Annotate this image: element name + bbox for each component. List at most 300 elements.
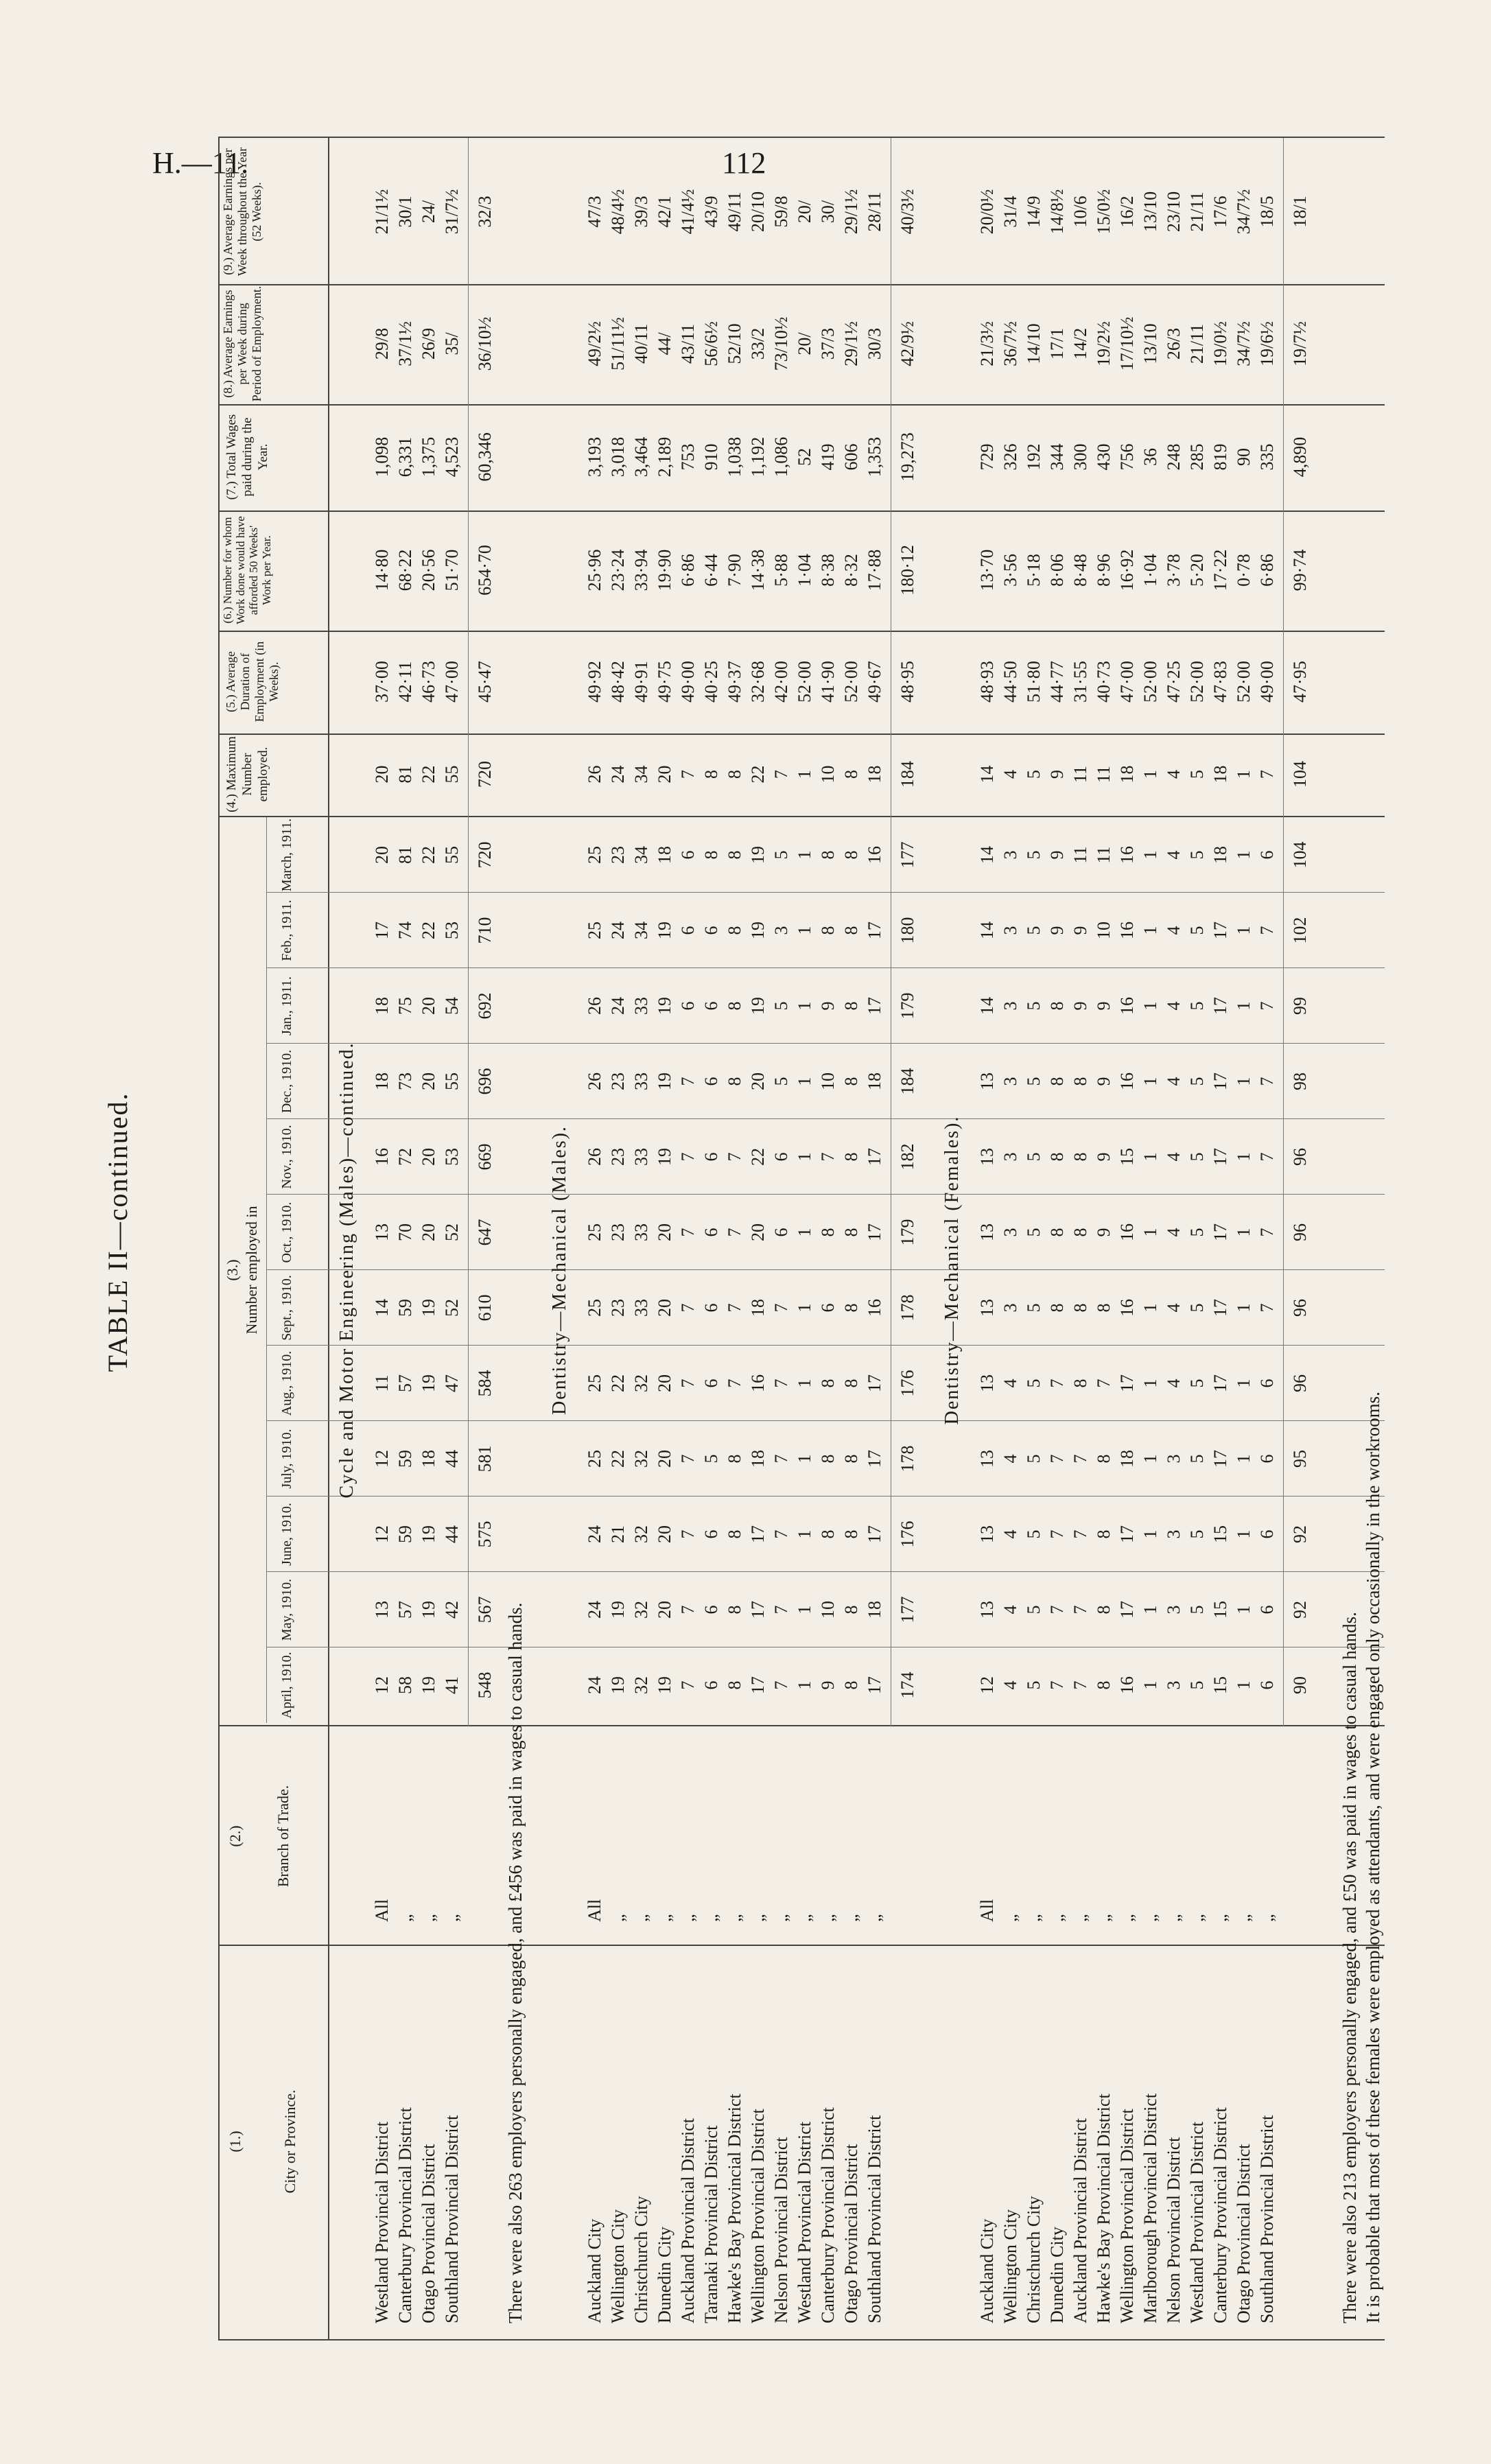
month-value: 8 <box>1094 1454 1114 1464</box>
month-value: 7 <box>1047 1680 1067 1690</box>
month-value: 20 <box>419 1148 438 1166</box>
month-value: 8 <box>818 850 838 860</box>
avgp-value: 33/2 <box>748 327 768 360</box>
month-value: 1 <box>1140 1454 1160 1464</box>
month-value: 4 <box>1164 850 1184 860</box>
avgp-value: 30/3 <box>865 327 884 360</box>
total-max-value: 104 <box>1290 761 1310 788</box>
total-month-value: 669 <box>475 1143 495 1171</box>
total-month-value: 710 <box>475 917 495 944</box>
month-value: 5 <box>701 1454 721 1464</box>
max-value: 4 <box>1164 770 1184 779</box>
month-value: 8 <box>818 1454 838 1464</box>
month-value: 5 <box>771 1077 791 1086</box>
month-header: Sept., 1910. <box>279 1275 294 1341</box>
month-value: 8 <box>1070 1152 1090 1162</box>
month-value: 18 <box>1210 846 1230 864</box>
max-value: 7 <box>1257 770 1277 779</box>
month-value: 6 <box>1257 1378 1277 1388</box>
city-name: Wellington Provincial District <box>748 2109 768 2323</box>
avgy-value: 34/7½ <box>1234 189 1254 235</box>
total-avgy-value: 18/1 <box>1290 196 1310 228</box>
month-value: 18 <box>865 1601 884 1619</box>
month-value: 7 <box>1257 926 1277 935</box>
month-value: 1 <box>1234 1378 1254 1388</box>
wages-value: 248 <box>1164 443 1184 471</box>
totals-row <box>1289 0 1312 2464</box>
total-month-value: 95 <box>1290 1450 1310 1468</box>
month-header: July, 1910. <box>279 1429 294 1489</box>
month-value: 5 <box>1187 1680 1207 1690</box>
wages-value: 910 <box>701 443 721 471</box>
avgy-value: 41/4½ <box>678 189 698 235</box>
month-value: 14 <box>977 922 997 939</box>
month-value: 8 <box>818 1228 838 1237</box>
wages-value: 1,086 <box>771 436 791 478</box>
month-value: 25 <box>585 1299 604 1317</box>
total-month-value: 179 <box>897 992 917 1020</box>
max-value: 8 <box>701 770 721 779</box>
avgp-value: 43/11 <box>678 323 698 364</box>
avgy-value: 17/6 <box>1210 196 1230 228</box>
month-value: 5 <box>1024 1605 1044 1615</box>
n50-value: 16·92 <box>1117 549 1137 591</box>
month-value: 7 <box>678 1378 698 1388</box>
month-value: 3 <box>1164 1605 1184 1615</box>
avgy-value: 28/11 <box>865 191 884 232</box>
month-value: 20 <box>419 1072 438 1090</box>
month-value: 8 <box>1070 1378 1090 1388</box>
month-value: 1 <box>795 1680 814 1690</box>
city-name: Canterbury Provincial District <box>1210 2107 1230 2323</box>
avgp-value: 44/ <box>655 332 674 355</box>
month-value: 23 <box>608 1299 628 1317</box>
month-value: 4 <box>1164 926 1184 935</box>
month-value: 8 <box>841 1605 861 1615</box>
month-value: 17 <box>865 922 884 939</box>
branch: „ <box>771 1914 791 1922</box>
n50-value: 14·38 <box>748 549 768 591</box>
month-value: 18 <box>1117 1450 1137 1468</box>
month-value: 20 <box>655 1525 674 1543</box>
month-value: 7 <box>818 1152 838 1162</box>
dur-value: 40·25 <box>701 661 721 703</box>
total-n50-value: 180·12 <box>897 545 917 596</box>
month-value: 3 <box>1000 1228 1020 1237</box>
month-value: 13 <box>977 1148 997 1166</box>
col4-header: (4.) Maximum Number employed. <box>224 736 270 812</box>
avgp-value: 19/0½ <box>1210 321 1230 366</box>
dur-value: 47·83 <box>1210 661 1230 703</box>
month-value: 14 <box>372 1299 392 1317</box>
month-value: 17 <box>1210 1072 1230 1090</box>
avgp-value: 36/7½ <box>1000 321 1020 366</box>
branch: „ <box>795 1914 814 1922</box>
month-value: 32 <box>631 1601 651 1619</box>
month-value: 5 <box>1187 1529 1207 1539</box>
dur-value: 41·90 <box>818 661 838 703</box>
wages-value: 1,192 <box>748 436 768 478</box>
branch: „ <box>1164 1914 1184 1922</box>
table-row <box>583 0 607 2464</box>
col7-header: (7.) Total Wages paid during the Year. <box>224 414 270 500</box>
max-value: 26 <box>585 765 604 784</box>
col3-label: Number employed in <box>243 1206 260 1335</box>
n50-value: 13·70 <box>977 549 997 591</box>
total-month-value: 584 <box>475 1370 495 1397</box>
page-number: 112 <box>722 146 766 180</box>
total-month-value: 96 <box>1290 1148 1310 1166</box>
month-value: 3 <box>1000 926 1020 935</box>
avgp-value: 51/11½ <box>608 317 628 371</box>
month-value: 1 <box>1234 850 1254 860</box>
total-avgy-value: 32/3 <box>475 196 495 228</box>
month-value: 18 <box>419 1450 438 1468</box>
month-value: 59 <box>395 1525 415 1543</box>
col6-header: (6.) Number for whom Work done would have afforded 50 Weeks' Work per Year. <box>221 516 273 624</box>
table-row <box>723 0 747 2464</box>
avgp-value: 29/8 <box>372 327 392 360</box>
month-value: 8 <box>841 1378 861 1388</box>
total-month-value: 96 <box>1290 1374 1310 1392</box>
table-row <box>1232 0 1256 2464</box>
avgy-value: 21/1½ <box>372 189 392 235</box>
section-title: Cycle and Motor Engineering (Males)—continued. <box>336 1042 357 1499</box>
table-row <box>1162 0 1186 2464</box>
dur-value: 48·42 <box>608 661 628 703</box>
max-value: 18 <box>1117 765 1137 784</box>
month-value: 17 <box>865 1148 884 1166</box>
month-value: 17 <box>1210 1299 1230 1317</box>
total-wages-value: 60,346 <box>475 432 495 482</box>
month-value: 23 <box>608 1223 628 1241</box>
month-value: 33 <box>631 1223 651 1241</box>
city-name: Otago Provincial District <box>1234 2144 1254 2323</box>
month-value: 16 <box>865 1299 884 1317</box>
month-value: 19 <box>655 1148 674 1166</box>
avgy-value: 23/10 <box>1164 191 1184 233</box>
month-value: 42 <box>442 1601 462 1619</box>
dur-value: 32·68 <box>748 661 768 703</box>
total-month-value: 177 <box>897 1596 917 1623</box>
month-value: 1 <box>1234 1605 1254 1615</box>
max-value: 18 <box>1210 765 1230 784</box>
max-value: 81 <box>395 765 415 784</box>
table-row <box>653 0 677 2464</box>
total-month-value: 176 <box>897 1521 917 1548</box>
n50-value: 1·04 <box>1140 554 1160 587</box>
total-avgy-value: 40/3½ <box>897 189 917 235</box>
month-value: 16 <box>865 846 884 864</box>
month-value: 6 <box>701 1077 721 1086</box>
month-value: 9 <box>1047 850 1067 860</box>
branch: „ <box>395 1914 415 1922</box>
month-value: 8 <box>725 1001 744 1011</box>
dur-value: 52·00 <box>1234 661 1254 703</box>
month-value: 16 <box>372 1148 392 1166</box>
city-name: Taranaki Provincial District <box>701 2125 721 2323</box>
month-value: 8 <box>725 1077 744 1086</box>
month-value: 19 <box>419 1525 438 1543</box>
month-value: 8 <box>818 1378 838 1388</box>
month-value: 4 <box>1000 1605 1020 1615</box>
month-value: 4 <box>1000 1454 1020 1464</box>
month-value: 8 <box>841 1529 861 1539</box>
month-value: 14 <box>977 846 997 864</box>
month-value: 5 <box>1024 1077 1044 1086</box>
max-value: 5 <box>1187 770 1207 779</box>
max-value: 1 <box>795 770 814 779</box>
month-value: 1 <box>1140 1077 1160 1086</box>
month-value: 4 <box>1000 1529 1020 1539</box>
month-value: 5 <box>1024 1529 1044 1539</box>
month-value: 19 <box>608 1601 628 1619</box>
month-value: 5 <box>1187 1605 1207 1615</box>
section-note: There were also 263 employers personally engaged, and £456 was paid in wages to casual hands. <box>505 1602 526 2323</box>
month-value: 6 <box>701 1228 721 1237</box>
branch: „ <box>608 1914 628 1922</box>
max-value: 8 <box>841 770 861 779</box>
n50-value: 8·06 <box>1047 554 1067 587</box>
month-value: 1 <box>1234 1454 1254 1464</box>
month-value: 18 <box>748 1299 768 1317</box>
month-value: 20 <box>655 1374 674 1392</box>
month-value: 12 <box>372 1676 392 1694</box>
month-value: 9 <box>1094 1228 1114 1237</box>
month-value: 32 <box>631 1676 651 1694</box>
month-value: 5 <box>1187 850 1207 860</box>
wages-value: 6,331 <box>395 436 415 478</box>
month-value: 1 <box>1140 1605 1160 1615</box>
branch: „ <box>1117 1914 1137 1922</box>
month-value: 7 <box>678 1680 698 1690</box>
month-value: 3 <box>1000 1077 1020 1086</box>
max-value: 22 <box>748 765 768 784</box>
avgp-value: 37/1½ <box>395 321 415 366</box>
month-value: 1 <box>1234 1303 1254 1313</box>
month-value: 7 <box>725 1378 744 1388</box>
total-month-value: 184 <box>897 1068 917 1095</box>
dur-value: 40·73 <box>1094 661 1114 703</box>
month-value: 24 <box>585 1601 604 1619</box>
table-row <box>371 0 394 2464</box>
month-value: 17 <box>748 1525 768 1543</box>
month-value: 7 <box>1047 1605 1067 1615</box>
month-value: 7 <box>1257 1001 1277 1011</box>
n50-value: 51·70 <box>442 549 462 591</box>
branch: „ <box>631 1914 651 1922</box>
month-value: 5 <box>1187 926 1207 935</box>
wages-value: 192 <box>1024 443 1044 471</box>
max-value: 10 <box>818 765 838 784</box>
col1-number: (1.) <box>226 2131 244 2152</box>
month-value: 8 <box>841 1152 861 1162</box>
month-value: 16 <box>1117 1299 1137 1317</box>
dur-value: 44·50 <box>1000 661 1020 703</box>
avgp-value: 26/9 <box>419 327 438 360</box>
month-value: 55 <box>442 846 462 864</box>
month-value: 3 <box>1164 1454 1184 1464</box>
month-value: 33 <box>631 997 651 1015</box>
table-row <box>1022 0 1046 2464</box>
month-value: 32 <box>631 1450 651 1468</box>
max-value: 20 <box>655 765 674 784</box>
month-value: 9 <box>1094 1001 1114 1011</box>
month-value: 11 <box>372 1374 392 1392</box>
wages-value: 756 <box>1117 443 1137 471</box>
month-value: 8 <box>841 1680 861 1690</box>
month-value: 33 <box>631 1299 651 1317</box>
total-avgp-value: 19/7½ <box>1290 321 1310 366</box>
month-value: 6 <box>701 1605 721 1615</box>
month-value: 22 <box>608 1374 628 1392</box>
month-value: 20 <box>655 1601 674 1619</box>
month-value: 41 <box>442 1676 462 1694</box>
city-name: Canterbury Provincial District <box>395 2107 415 2323</box>
month-value: 6 <box>1257 850 1277 860</box>
total-month-value: 96 <box>1290 1223 1310 1241</box>
avgy-value: 47/3 <box>585 196 604 228</box>
month-value: 25 <box>585 846 604 864</box>
header-bottom-rule <box>328 138 329 2340</box>
month-value: 25 <box>585 1450 604 1468</box>
month-value: 16 <box>748 1374 768 1392</box>
month-value: 17 <box>1117 1525 1137 1543</box>
month-value: 7 <box>1047 1454 1067 1464</box>
n50-value: 6·44 <box>701 554 721 587</box>
month-value: 8 <box>701 850 721 860</box>
month-value: 25 <box>585 1223 604 1241</box>
max-value: 1 <box>1234 770 1254 779</box>
max-value: 7 <box>771 770 791 779</box>
month-value: 17 <box>1210 1148 1230 1166</box>
month-value: 52 <box>442 1223 462 1241</box>
total-month-value: 182 <box>897 1143 917 1171</box>
max-value: 5 <box>1024 770 1044 779</box>
total-month-value: 104 <box>1290 841 1310 869</box>
avgp-value: 21/11 <box>1187 323 1207 364</box>
branch: „ <box>1210 1914 1230 1922</box>
month-value: 13 <box>977 1299 997 1317</box>
avgy-value: 16/2 <box>1117 196 1137 228</box>
month-value: 7 <box>1257 1303 1277 1313</box>
city-name: Wellington City <box>1000 2209 1020 2323</box>
avgp-value: 13/10 <box>1140 323 1160 364</box>
total-month-value: 178 <box>897 1294 917 1322</box>
month-value: 6 <box>678 850 698 860</box>
month-value: 3 <box>1000 1152 1020 1162</box>
month-value: 8 <box>841 1077 861 1086</box>
table-row <box>976 0 999 2464</box>
month-value: 19 <box>419 1601 438 1619</box>
month-value: 1 <box>795 926 814 935</box>
month-value: 4 <box>1164 1152 1184 1162</box>
month-value: 17 <box>1210 997 1230 1015</box>
table-row <box>441 0 464 2464</box>
n50-value: 23·24 <box>608 549 628 591</box>
month-value: 19 <box>419 1676 438 1694</box>
city-name: Nelson Provincial District <box>1164 2137 1184 2323</box>
wages-value: 1,098 <box>372 436 392 478</box>
month-value: 7 <box>1257 1077 1277 1086</box>
month-value: 4 <box>1000 1378 1020 1388</box>
wages-value: 1,038 <box>725 436 744 478</box>
month-value: 16 <box>1117 1072 1137 1090</box>
city-name: Marlborough Provincial District <box>1140 2093 1160 2323</box>
avgy-value: 29/1½ <box>841 189 861 235</box>
month-value: 13 <box>372 1601 392 1619</box>
branch: „ <box>1094 1914 1114 1922</box>
month-value: 53 <box>442 1148 462 1166</box>
max-value: 11 <box>1070 765 1090 784</box>
month-value: 1 <box>1234 1077 1254 1086</box>
city-name: Southland Provincial District <box>442 2115 462 2323</box>
month-value: 5 <box>1187 1378 1207 1388</box>
month-value: 8 <box>1047 1077 1067 1086</box>
month-value: 8 <box>1047 1228 1067 1237</box>
max-value: 34 <box>631 765 651 784</box>
dur-value: 42·00 <box>771 661 791 703</box>
city-name: Southland Provincial District <box>865 2115 884 2323</box>
month-value: 1 <box>1234 1152 1254 1162</box>
avgp-value: 52/10 <box>725 323 744 364</box>
table-row <box>700 0 723 2464</box>
max-value: 11 <box>1094 765 1114 784</box>
month-value: 17 <box>1117 1374 1137 1392</box>
n50-value: 17·22 <box>1210 549 1230 591</box>
avgy-value: 30/1 <box>395 196 415 228</box>
month-value: 5 <box>1024 1303 1044 1313</box>
wages-value: 344 <box>1047 443 1067 471</box>
avgp-value: 35/ <box>442 332 462 355</box>
avgp-value: 29/1½ <box>841 321 861 366</box>
total-month-value: 647 <box>475 1219 495 1246</box>
wages-value: 52 <box>795 448 814 466</box>
month-value: 4 <box>1164 1077 1184 1086</box>
month-value: 44 <box>442 1525 462 1543</box>
month-value: 52 <box>442 1299 462 1317</box>
month-value: 1 <box>1234 1680 1254 1690</box>
month-value: 4 <box>1164 1378 1184 1388</box>
month-value: 8 <box>725 850 744 860</box>
page-reference: H.—11. <box>152 146 249 180</box>
branch: „ <box>1024 1914 1044 1922</box>
max-value: 9 <box>1047 770 1067 779</box>
month-value: 18 <box>865 1072 884 1090</box>
month-value: 5 <box>1187 1077 1207 1086</box>
month-value: 20 <box>655 1299 674 1317</box>
avgy-value: 31/4 <box>1000 196 1020 228</box>
city-name: Westland Provincial District <box>1187 2122 1207 2323</box>
month-value: 17 <box>865 1450 884 1468</box>
month-value: 7 <box>725 1228 744 1237</box>
month-value: 13 <box>372 1223 392 1241</box>
n50-value: 14·80 <box>372 549 392 591</box>
total-month-value: 96 <box>1290 1299 1310 1317</box>
city-name: Otago Provincial District <box>419 2144 438 2323</box>
month-value: 6 <box>701 1152 721 1162</box>
month-value: 1 <box>1140 1529 1160 1539</box>
month-value: 33 <box>631 1072 651 1090</box>
branch: „ <box>1000 1914 1020 1922</box>
max-value: 55 <box>442 765 462 784</box>
month-value: 4 <box>1164 1303 1184 1313</box>
month-value: 15 <box>1117 1148 1137 1166</box>
month-value: 5 <box>1024 850 1044 860</box>
month-value: 47 <box>442 1374 462 1392</box>
city-name: Dunedin City <box>655 2227 674 2323</box>
section-title: Dentistry—Mechanical (Females). <box>941 1115 963 1425</box>
